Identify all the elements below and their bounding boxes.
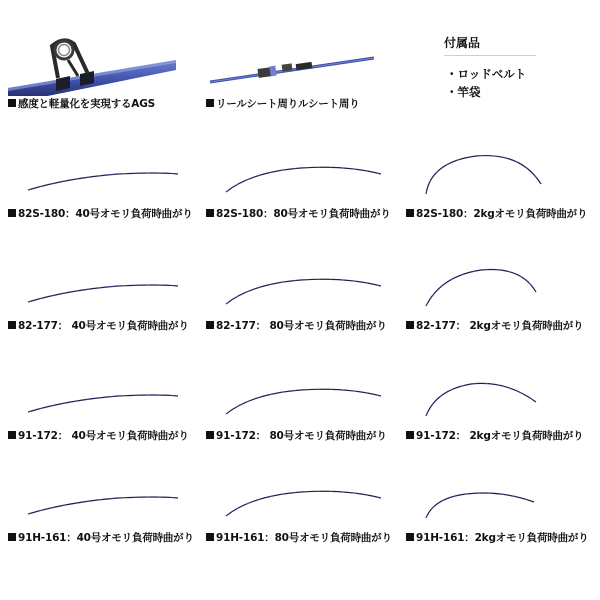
- reel-seat-photo: [206, 54, 378, 88]
- bullet-square-icon: [406, 321, 414, 329]
- bend-curve-caption: 82-177： 80号オモリ負荷時曲がり: [206, 318, 387, 333]
- bend-curve-image: [8, 372, 188, 428]
- bend-curve-image: [206, 150, 386, 206]
- bend-curve-image: [406, 474, 586, 530]
- bend-curve-image: [206, 372, 386, 428]
- bend-curve-caption: 82-177： 2kgオモリ負荷時曲がり: [406, 318, 583, 333]
- reel-seat-caption: リールシート周りルシート周り: [206, 96, 359, 111]
- accessories-title: 付属品: [444, 36, 481, 50]
- ags-caption: 感度と軽量化を実現するAGS: [8, 96, 155, 111]
- bend-curve-image: [8, 150, 188, 206]
- bend-curve-image: [206, 474, 386, 530]
- bend-curve-caption: 91H-161：80号オモリ負荷時曲がり: [206, 530, 392, 545]
- bullet-square-icon: [206, 533, 214, 541]
- bend-curve-image: [406, 372, 586, 428]
- bullet-square-icon: [206, 99, 214, 107]
- bullet-square-icon: [8, 533, 16, 541]
- bullet-square-icon: [8, 209, 16, 217]
- bend-curve-image: [406, 262, 586, 318]
- bend-curve-caption: 91H-161：2kgオモリ負荷時曲がり: [406, 530, 588, 545]
- bend-curve-caption: 91-172： 80号オモリ負荷時曲がり: [206, 428, 387, 443]
- bullet-square-icon: [206, 209, 214, 217]
- ags-guide-photo: [8, 30, 176, 96]
- bullet-square-icon: [406, 431, 414, 439]
- bend-curve-caption: 91-172： 2kgオモリ負荷時曲がり: [406, 428, 583, 443]
- bend-curve-caption: 82S-180：80号オモリ負荷時曲がり: [206, 206, 391, 221]
- accessory-item-rod-bag: ・竿袋: [446, 85, 481, 99]
- bullet-square-icon: [406, 209, 414, 217]
- bullet-square-icon: [206, 431, 214, 439]
- bullet-square-icon: [206, 321, 214, 329]
- bend-curve-image: [406, 150, 586, 206]
- bullet-square-icon: [8, 99, 16, 107]
- bullet-square-icon: [406, 533, 414, 541]
- bend-curve-image: [8, 262, 188, 318]
- bend-curve-caption: 82-177： 40号オモリ負荷時曲がり: [8, 318, 189, 333]
- accessory-item-rod-belt: ・ロッドベルト: [446, 67, 527, 81]
- bend-curve-image: [206, 262, 386, 318]
- bend-curve-caption: 91H-161：40号オモリ負荷時曲がり: [8, 530, 194, 545]
- bullet-square-icon: [8, 321, 16, 329]
- bend-curve-image: [8, 474, 188, 530]
- bend-curve-caption: 82S-180：40号オモリ負荷時曲がり: [8, 206, 193, 221]
- bend-curve-caption: 82S-180：2kgオモリ負荷時曲がり: [406, 206, 587, 221]
- accessories-divider: [444, 55, 536, 56]
- bend-curve-caption: 91-172： 40号オモリ負荷時曲がり: [8, 428, 189, 443]
- bullet-square-icon: [8, 431, 16, 439]
